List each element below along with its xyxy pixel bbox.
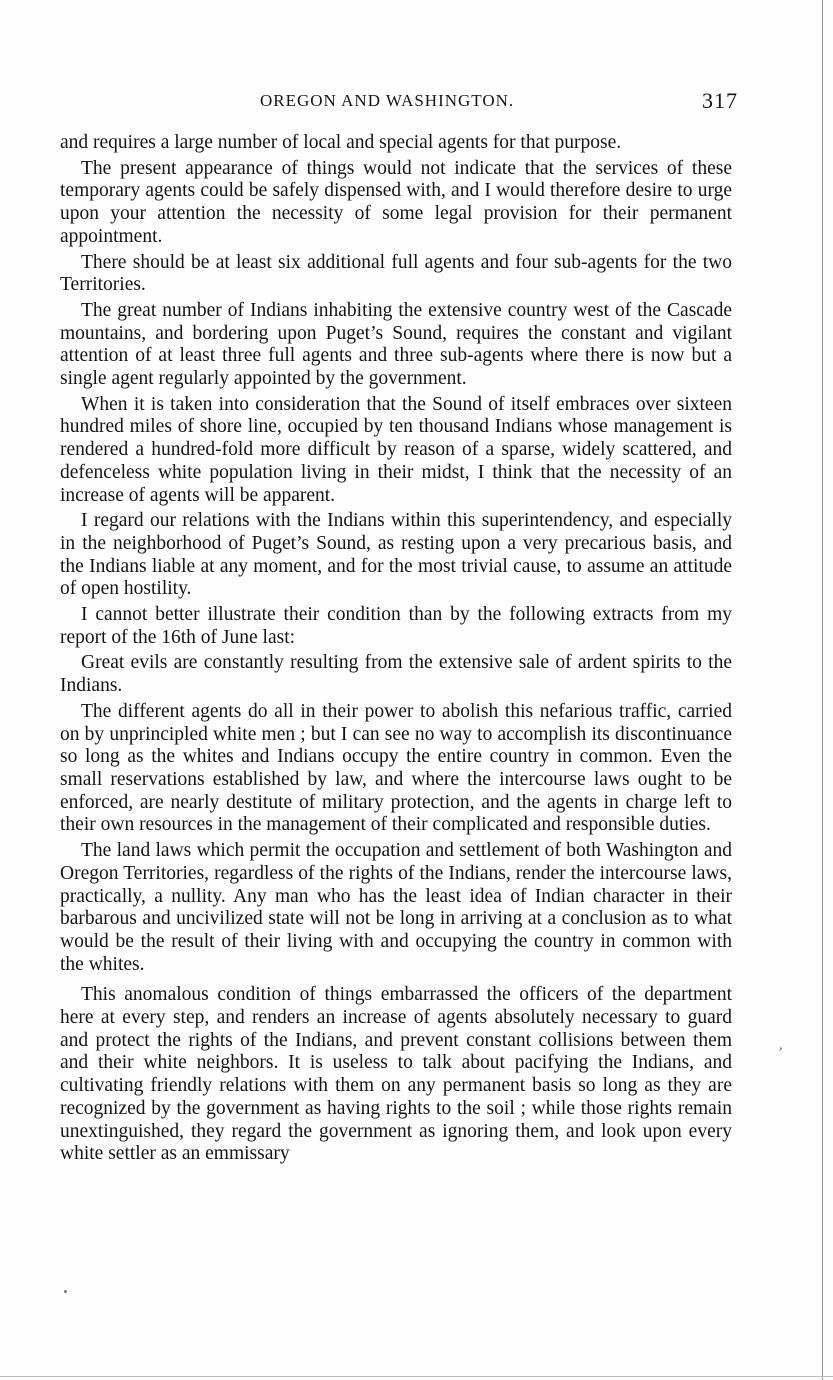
page-header (60, 88, 738, 114)
page-edge-bottom (0, 1376, 833, 1377)
paragraph: The land laws which permit the occupation and settlement of both Washington and Oregon Territories, regardless of the rights of the Indians, render the intercourse laws, practically, a nullity. Any man who has the least idea of Indian character in their barbarous and uncivilized state will not be long in arriving at a conclusion as to what would be the result of their living with and occupying the country in common with the whites. (60, 840, 732, 975)
margin-mark: , (777, 1037, 787, 1054)
paragraph: When it is taken into consideration that the Sound of itself embraces over sixteen hundred miles of shore line, occupied by ten thousand Indians whose management is rendered a hundred-fold more difficult by reason of a sparse, widely scattered, and defenceless white population living in their midst, I think that the necessity of an increase of agents will be apparent. (60, 393, 732, 506)
foot-mark (64, 1290, 67, 1293)
paragraph-continuation: and requires a large number of local and special agents for that purpose. (60, 132, 622, 153)
paragraph: The different agents do all in their power to abolish this nefarious traffic, carried on by unprincipled white men ; but I can see no way to accomplish its discontinuance so long as the whites and Indians occupy the entire country in common. Even the small reservations established by law, and where the intercourse laws ought to be enforced, are nearly destitute of military protection, and the agents in charge left to their own resources in the management of their complicated and responsible duties. (60, 700, 732, 836)
running-head: OREGON AND WASHINGTON. (260, 91, 515, 110)
paragraph: There should be at least six additional full agents and four sub-agents for the two Territories. (60, 251, 732, 296)
page-edge-right (822, 0, 823, 1380)
body-text (60, 132, 732, 1166)
paragraph: This anomalous condition of things embarrassed the officers of the department here at every step, and renders an increase of agents absolutely necessary to guard and protect the rights of the Indians, and prevent constant collisions between them and their white neighbors. It is useless to talk about pacifying the Indians, and cultivating friendly relations with them on any permanent basis so long as they are recognized by the government as having rights to the soil ; while those rights remain unextinguished, they regard the government as ignoring them, and look upon every white settler as an emmissary (60, 984, 732, 1165)
paragraph: The great number of Indians inhabiting the extensive country west of the Cascade mountains, and bordering upon Puget’s Sound, requires the constant and vigilant attention of at least three full agents and three sub-agents where there is now but a single agent regularly appointed by the government. (60, 299, 732, 390)
page-number: 317 (702, 88, 738, 113)
paragraph: Great evils are constantly resulting from the extensive sale of ardent spirits to the Indians. (60, 652, 732, 697)
paragraph: I regard our relations with the Indians within this superintendency, and especially in the neighborhood of Puget’s Sound, as resting upon a very precarious basis, and the Indians liable at any moment, and for the most trivial cause, to assume an attitude of open hostility. (60, 510, 732, 600)
paragraph: The present appearance of things would not indicate that the services of these temporary agents could be safely dispensed with, and I would therefore desire to urge upon your attention the necessity of some legal provision for their permanent appointment. (60, 157, 732, 247)
paragraph: I cannot better illustrate their condition than by the following extracts from my report of the 16th of June last: (60, 604, 732, 648)
